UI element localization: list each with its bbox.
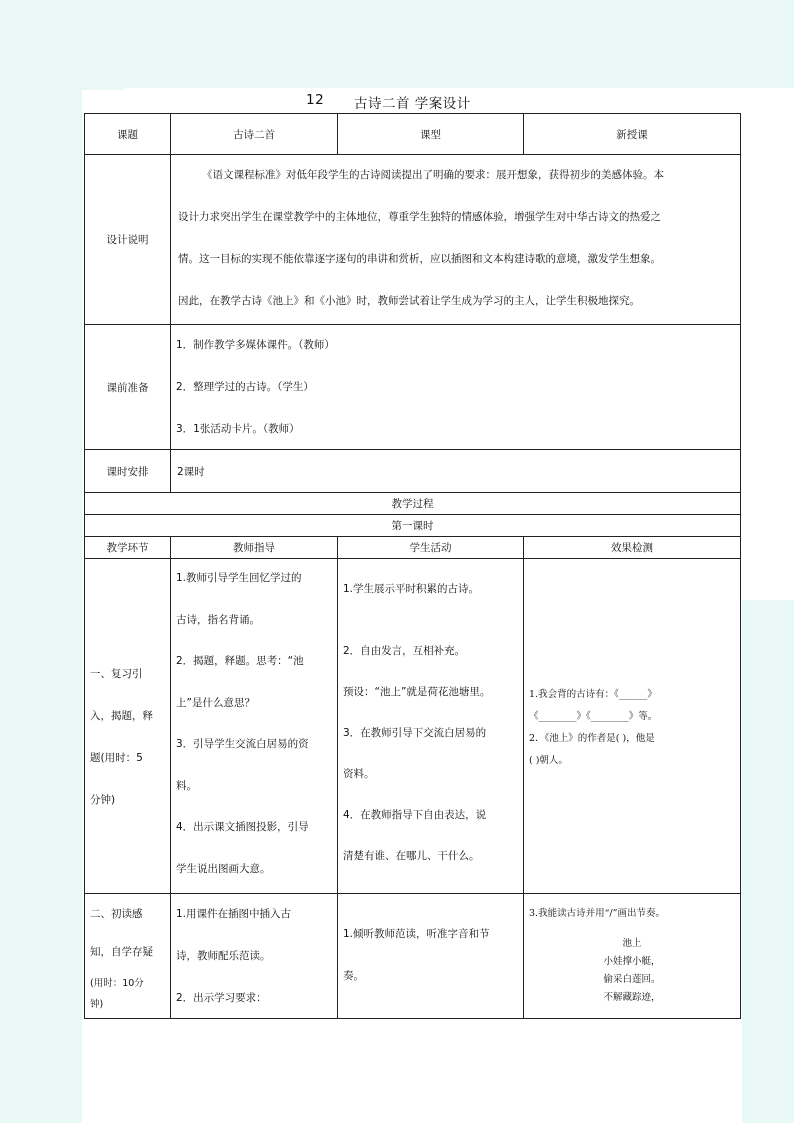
check-line: 2．《池上》的作者是( )，他是 — [529, 733, 655, 744]
stage-line: (用时：10分 — [90, 978, 144, 989]
teacher-line: 料。 — [176, 779, 197, 792]
stage-line: 知，自学存疑 — [90, 946, 153, 958]
column-header-check: 效果检测 — [523, 536, 741, 559]
teacher-line: 诗，教师配乐范读。 — [176, 950, 271, 962]
label-keti: 课题 — [84, 113, 171, 155]
process-header: 教学过程 — [84, 492, 741, 515]
design-description — [178, 154, 736, 322]
poem-line: 不解藏踪迹， — [603, 992, 661, 1003]
row2-stage — [90, 893, 170, 1011]
student-line: 3．在教师引导下交流白居易的 — [343, 727, 487, 739]
stage-line: 题(用时：5 — [90, 752, 143, 764]
teacher-line: 4．出示课文插图投影，引导 — [176, 821, 309, 833]
student-line: 清楚有谁、在哪儿、干什么。 — [343, 850, 480, 862]
stage-line: 钟) — [90, 999, 104, 1010]
column-header-teacher: 教师指导 — [170, 536, 338, 559]
poem-line: 小娃撑小艇， — [603, 956, 661, 967]
page-background-right — [741, 600, 794, 1123]
student-line: 4．在教师指导下自由表达，说 — [343, 809, 487, 821]
label-kexing: 课型 — [337, 113, 524, 155]
design-line: 《语文课程标准》对低年段学生的古诗阅读提出了明确的要求：展开想象，获得初步的美感体验。本 — [202, 169, 664, 181]
teacher-line: 3．引导学生交流白居易的资 — [176, 738, 309, 750]
teacher-line: 上”是什么意思？ — [176, 696, 255, 709]
check-line: ( )朝人。 — [529, 755, 568, 766]
teacher-line: 1.用课件在插图中插入古 — [176, 908, 292, 920]
check-line: 3.我能读古诗并用“/”画出节奏。 — [529, 908, 665, 919]
poem-title: 池上 — [622, 938, 642, 949]
prep-item: 1．制作教学多媒体课件。（教师） — [176, 339, 335, 351]
label-prep: 课前准备 — [84, 324, 171, 450]
teacher-line: 2．揭题，释题。思考：“池 — [176, 655, 304, 667]
prep-list — [176, 324, 335, 450]
page-title — [82, 92, 742, 112]
row1-student — [343, 569, 523, 877]
lesson-title: 古诗二首 学案设计 — [354, 96, 471, 112]
student-line: 2．自由发言，互相补充。 — [343, 645, 466, 657]
design-line: 情。这一目标的实现不能依靠逐字逐句的串讲和赏析，应以插图和文本构建诗歌的意境，激发学生想象。 — [178, 253, 661, 265]
student-line: 资料。 — [343, 768, 375, 780]
value-time: 2课时 — [170, 449, 741, 493]
check-line: 《________》《________》等。 — [529, 711, 658, 722]
row1-check — [529, 684, 739, 772]
row1-stage — [90, 653, 170, 821]
value-keti: 古诗二首 — [170, 113, 338, 155]
row2-student — [343, 913, 523, 997]
poem-line: 偷采白莲回。 — [603, 974, 661, 985]
stage-line: 一、复习引 — [90, 668, 143, 680]
lesson-number: 12 — [306, 92, 325, 108]
prep-item: 3．1张活动卡片。（教师） — [176, 423, 300, 435]
teacher-line: 1.教师引导学生回忆学过的 — [176, 572, 302, 584]
stage-line: 入，揭题，释 — [90, 710, 153, 722]
stage-line: 二、初读感 — [90, 908, 143, 920]
lesson-header: 第一课时 — [84, 514, 741, 537]
check-line: 1.我会背的古诗有：《______》 — [529, 689, 657, 700]
student-line: 1.学生展示平时积累的古诗。 — [343, 583, 480, 595]
teacher-line: 学生说出图画大意。 — [176, 862, 271, 875]
row2-check — [529, 905, 739, 923]
row2-teacher — [176, 893, 336, 1019]
student-line: 奏。 — [343, 970, 364, 982]
stage-line: 分钟) — [90, 794, 116, 806]
row1-teacher — [176, 558, 336, 890]
value-kexing: 新授课 — [523, 113, 741, 155]
teacher-line: 2．出示学习要求： — [176, 992, 267, 1004]
design-line: 因此，在教学古诗《池上》和《小池》时，教师尝试着让学生成为学习的主人，让学生积极地探究。 — [178, 295, 640, 307]
student-line: 1.倾听教师范读，听准字音和节 — [343, 928, 490, 940]
column-header-student: 学生活动 — [337, 536, 524, 559]
page-background-top — [0, 0, 794, 88]
prep-item: 2．整理学过的古诗。（学生） — [176, 381, 314, 393]
teacher-line: 古诗，指名背诵。 — [176, 613, 260, 626]
student-line: 预设：“池上”就是荷花池塘里。 — [343, 686, 491, 698]
column-header-stage: 教学环节 — [84, 536, 171, 559]
poem — [523, 935, 741, 1007]
design-line: 设计力求突出学生在课堂教学中的主体地位，尊重学生独特的情感体验，增强学生对中华古诗文的热爱之 — [178, 211, 661, 223]
label-design: 设计说明 — [84, 154, 171, 325]
label-time: 课时安排 — [84, 449, 171, 493]
